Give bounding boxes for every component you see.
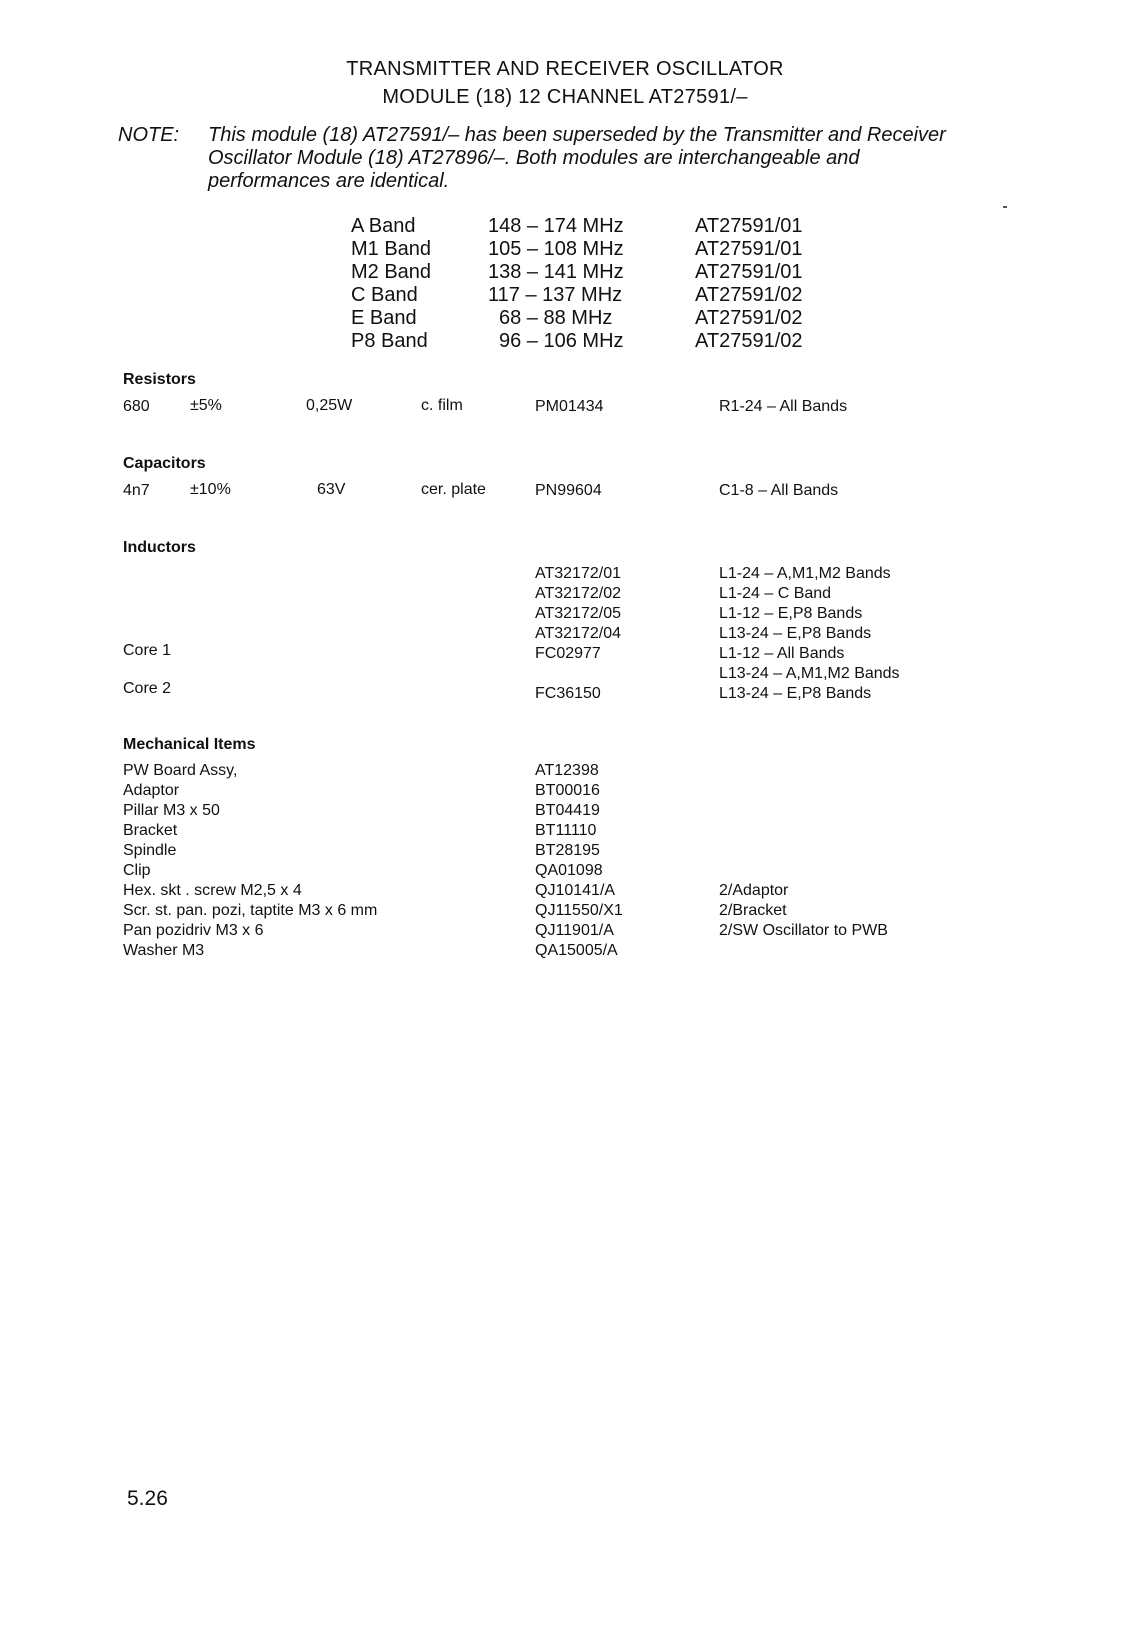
note-line-2: Oscillator Module (18) AT27896/–. Both modules are interchangeable and (208, 147, 860, 169)
inductor-ref: L1-24 – C Band (719, 585, 832, 602)
mechanical-ref: 2/Bracket (719, 902, 787, 919)
mechanical-desc-column (123, 761, 377, 961)
band-part: AT27591/02 (695, 284, 803, 306)
mechanical-desc: Spindle (123, 842, 177, 859)
band-name: C Band (351, 284, 418, 306)
inductor-part: AT32172/01 (535, 565, 621, 582)
capacitors-heading: Capacitors (123, 455, 206, 472)
capacitor-rating: 63V (317, 481, 346, 498)
inductors-heading: Inductors (123, 539, 196, 556)
mechanical-desc: PW Board Assy, (123, 762, 238, 779)
inductor-part: FC02977 (535, 645, 601, 662)
inductor-ref: L13-24 – E,P8 Bands (719, 685, 872, 702)
inductor-ref: L1-12 – All Bands (719, 645, 845, 662)
inductor-desc: Core 2 (123, 680, 172, 697)
band-range: 148 – 174 MHz (488, 215, 624, 237)
capacitor-ref: C1-8 – All Bands (719, 482, 839, 499)
inductor-part: FC36150 (535, 685, 601, 702)
inductor-ref: L13-24 – A,M1,M2 Bands (719, 665, 900, 682)
mechanical-desc: Adaptor (123, 782, 180, 799)
band-range: 68 – 88 MHz (499, 307, 613, 329)
mechanical-part: QJ10141/A (535, 882, 616, 899)
mechanical-desc: Pan pozidriv M3 x 6 (123, 922, 264, 939)
capacitor-part: PN99604 (535, 482, 602, 499)
mechanical-part: QA15005/A (535, 942, 618, 959)
capacitor-tolerance: ±10% (190, 481, 231, 498)
band-name: A Band (351, 215, 416, 237)
scan-speck (1003, 206, 1007, 208)
band-range: 138 – 141 MHz (488, 261, 624, 283)
band-range: 117 – 137 MHz (488, 284, 623, 306)
resistor-tolerance: ±5% (190, 397, 222, 414)
mechanical-ref (719, 841, 888, 861)
inductor-ref: L1-12 – E,P8 Bands (719, 605, 863, 622)
inductor-part: AT32172/05 (535, 605, 621, 622)
mechanical-part-column (535, 761, 623, 961)
inductor-ref: L1-24 – A,M1,M2 Bands (719, 565, 891, 582)
mechanical-desc: Clip (123, 862, 151, 879)
band-range: 105 – 108 MHz (488, 238, 624, 260)
band-range: 96 – 106 MHz (499, 330, 624, 352)
mechanical-ref: 2/Adaptor (719, 882, 789, 899)
mechanical-part: QJ11901/A (535, 922, 614, 939)
band-name: E Band (351, 307, 417, 329)
band-part: AT27591/02 (695, 330, 803, 352)
inductor-ref: L13-24 – E,P8 Bands (719, 625, 872, 642)
mechanical-ref (719, 761, 888, 781)
page-number: 5.26 (127, 1487, 168, 1510)
mechanical-part: QJ11550/X1 (535, 902, 623, 919)
mechanical-part: BT04419 (535, 802, 600, 819)
resistors-heading: Resistors (123, 371, 196, 388)
mechanical-desc: Bracket (123, 822, 178, 839)
capacitor-value: 4n7 (123, 482, 150, 499)
mechanical-desc: Washer M3 (123, 942, 205, 959)
band-part: AT27591/01 (695, 261, 803, 283)
mechanical-part: BT00016 (535, 782, 600, 799)
mechanical-ref (719, 941, 888, 961)
note-line-3: performances are identical. (208, 170, 450, 192)
mechanical-part: BT28195 (535, 842, 600, 859)
mechanical-ref (719, 781, 888, 801)
mechanical-ref (719, 821, 888, 841)
band-name: M2 Band (351, 261, 432, 283)
resistor-rating: 0,25W (306, 397, 353, 414)
mechanical-part: AT12398 (535, 762, 599, 779)
mechanical-heading: Mechanical Items (123, 736, 256, 753)
band-part: AT27591/01 (695, 215, 803, 237)
title-line-2: MODULE (18) 12 CHANNEL AT27591/– (382, 86, 748, 108)
mechanical-part: BT11110 (535, 822, 597, 839)
mechanical-ref-column (719, 761, 888, 961)
band-name: P8 Band (351, 330, 428, 352)
mechanical-desc: Pillar M3 x 50 (123, 802, 220, 819)
mechanical-part: QA01098 (535, 862, 603, 879)
mechanical-ref (719, 861, 888, 881)
inductor-ref-column (719, 564, 900, 704)
note-label: NOTE: (118, 124, 180, 146)
mechanical-desc: Hex. skt . screw M2,5 x 4 (123, 882, 302, 899)
mechanical-ref: 2/SW Oscillator to PWB (719, 922, 888, 939)
mechanical-desc: Scr. st. pan. pozi, taptite M3 x 6 mm (123, 902, 378, 919)
note-line-1: This module (18) AT27591/– has been superseded by the Transmitter and Receiver (208, 124, 946, 146)
mechanical-ref (719, 801, 888, 821)
resistor-value: 680 (123, 398, 150, 415)
capacitor-type: cer. plate (421, 481, 486, 498)
band-part: AT27591/01 (695, 238, 803, 260)
inductor-desc: Core 1 (123, 642, 172, 659)
resistor-part: PM01434 (535, 398, 604, 415)
band-part: AT27591/02 (695, 307, 803, 329)
band-name: M1 Band (351, 238, 432, 260)
inductor-part (535, 664, 621, 684)
inductor-part: AT32172/04 (535, 625, 621, 642)
title-line-1: TRANSMITTER AND RECEIVER OSCILLATOR (346, 58, 784, 80)
inductor-part: AT32172/02 (535, 585, 621, 602)
inductor-part-column (535, 564, 621, 704)
resistor-type: c. film (421, 397, 463, 414)
resistor-ref: R1-24 – All Bands (719, 398, 848, 415)
